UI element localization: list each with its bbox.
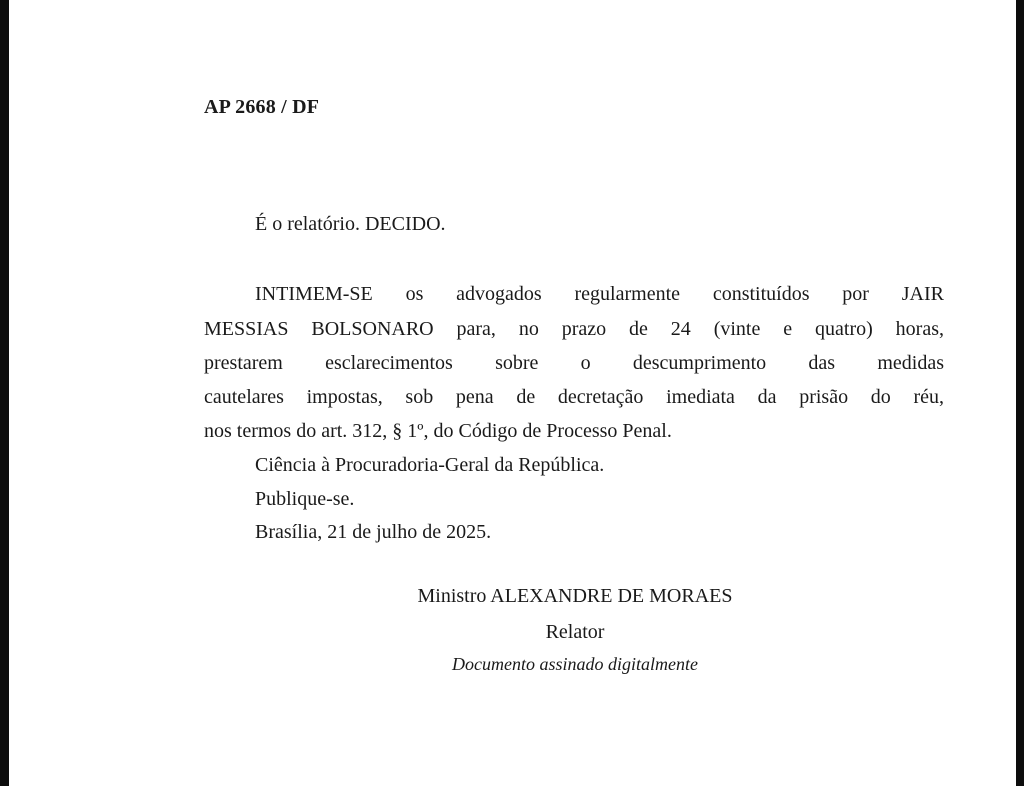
place-date-line: Brasília, 21 de julho de 2025. — [255, 521, 492, 543]
report-line: É o relatório. DECIDO. — [255, 213, 446, 235]
order-line-5: nos termos do art. 312, § 1º, do Código de Processo Penal. — [204, 420, 672, 442]
signature-name: Ministro ALEXANDRE DE MORAES — [417, 585, 733, 607]
case-number: AP 2668 / DF — [204, 96, 320, 118]
order-line-1: INTIMEM-SE os advogados regularmente constituídos por JAIR — [255, 283, 944, 305]
notice-line: Ciência à Procuradoria-Geral da República. — [255, 454, 605, 476]
digital-signature-note: Documento assinado digitalmente — [452, 654, 698, 674]
order-line-4: cautelares impostas, sob pena de decretação imediata da prisão do réu, — [204, 386, 944, 408]
right-border — [1016, 0, 1024, 786]
publish-line: Publique-se. — [255, 488, 355, 510]
order-line-3: prestarem esclarecimentos sobre o descumprimento das medidas — [204, 352, 944, 374]
left-border — [0, 0, 9, 786]
signature-role: Relator — [545, 621, 605, 643]
order-line-2: MESSIAS BOLSONARO para, no prazo de 24 (vinte e quatro) horas, — [204, 318, 944, 340]
